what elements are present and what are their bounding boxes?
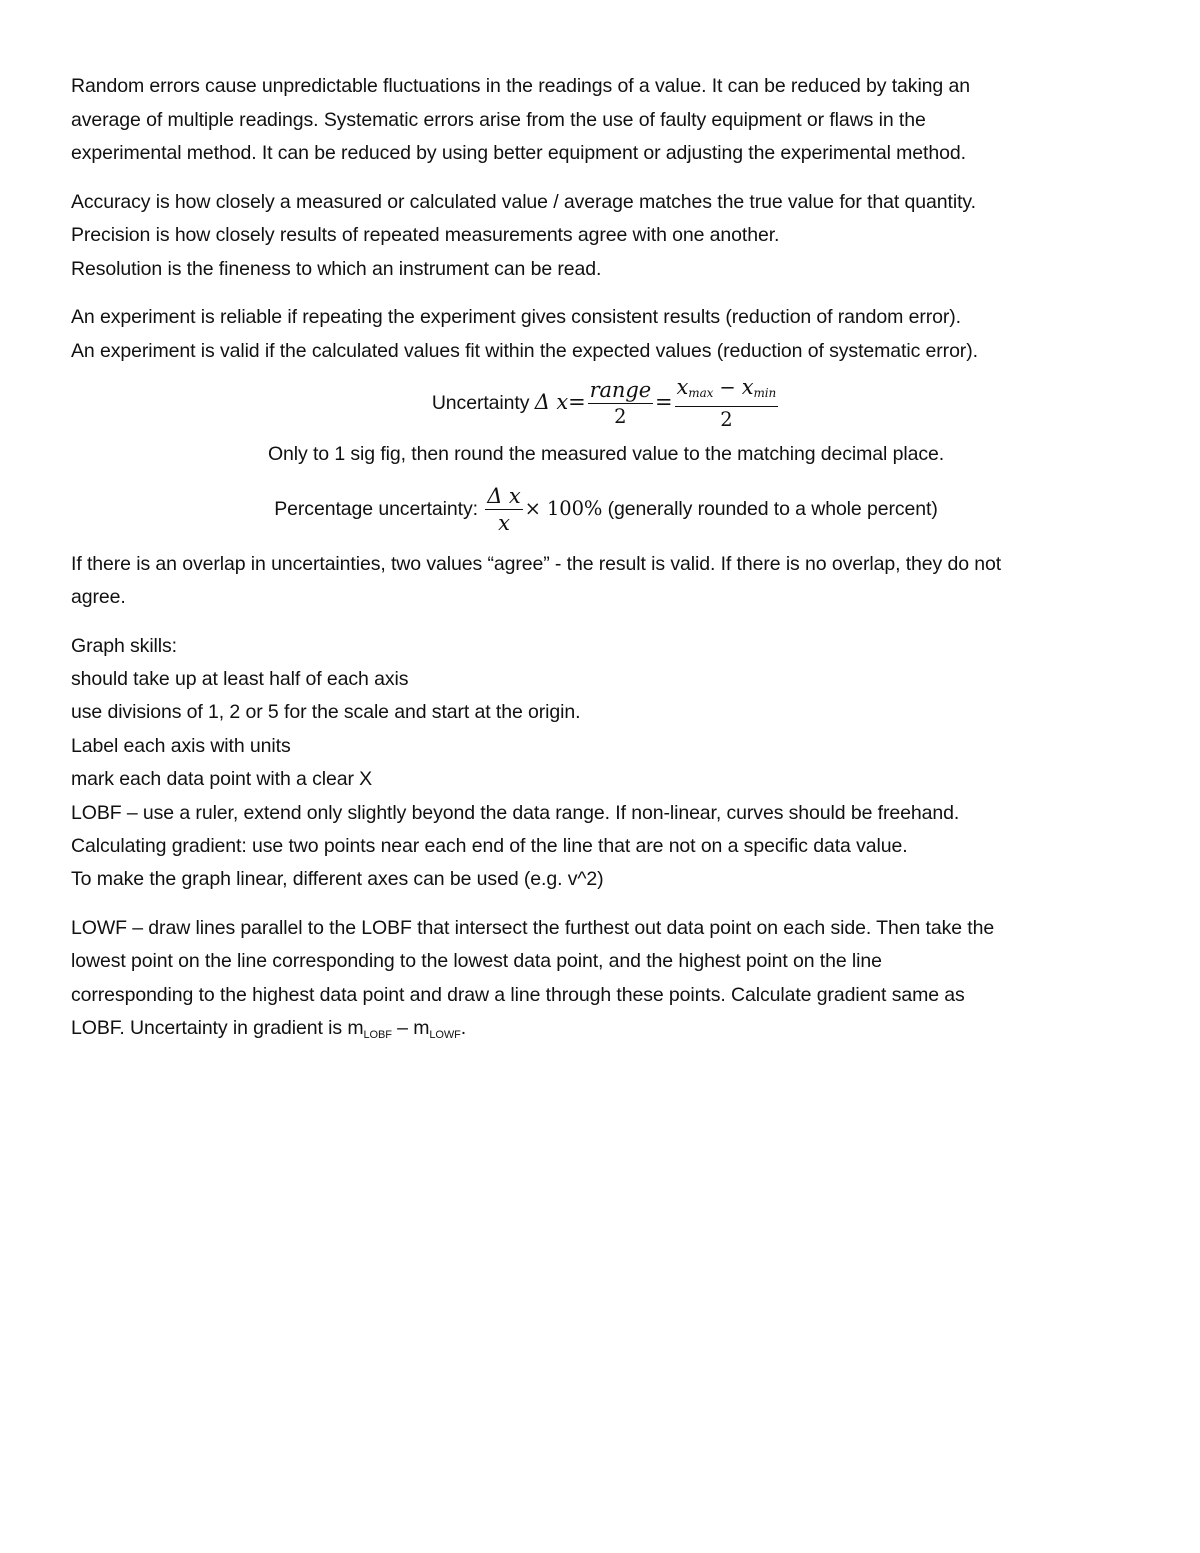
accuracy-definition: Accuracy is how closely a measured or calculated value / average matches the true value for that quantity.: [71, 190, 976, 213]
gradient-uncertainty-line: [71, 1012, 1141, 1053]
lowf-paragraph: [71, 912, 1141, 1053]
text-line: agree.: [71, 586, 126, 608]
text-line: LOWF – draw lines parallel to the LOBF that intersect the furthest out data point on each side. Then take the: [71, 916, 995, 939]
lowf-subscript: LOWF: [429, 1029, 461, 1042]
percentage-label: Percentage uncertainty:: [274, 497, 484, 520]
graph-skills-section: [71, 630, 1141, 897]
range-denominator: 2: [614, 405, 627, 429]
minus-sign: −: [713, 376, 742, 400]
list-item: LOBF – use a ruler, extend only slightly beyond the data range. If non-linear, curves should be freehand.: [71, 801, 960, 824]
graph-skills-heading: Graph skills:: [71, 634, 177, 657]
times-hundred-percent: × 100%: [524, 496, 603, 520]
list-item: Label each axis with units: [71, 734, 291, 757]
document-page: [71, 70, 1141, 1068]
list-item: To make the graph linear, different axes can be used (e.g. v^2): [71, 868, 604, 891]
errors-paragraph: [71, 70, 1141, 171]
valid-definition: An experiment is valid if the calculated values fit within the expected values (reduction of systematic error).: [71, 339, 978, 362]
reliability-paragraph: [71, 301, 1141, 368]
xmax-subscript: max: [688, 386, 714, 401]
xmin-symbol: x: [741, 375, 754, 400]
percentage-numerator: Δ x: [487, 483, 521, 508]
gradient-dash: – m: [391, 1017, 430, 1040]
range-numerator: range: [589, 378, 652, 403]
minmax-numerator: [675, 374, 779, 407]
percentage-fraction: [485, 483, 522, 536]
minmax-denominator: 2: [720, 408, 733, 432]
gradient-text: LOBF. Uncertainty in gradient is m: [71, 1017, 364, 1040]
percentage-denominator: x: [498, 510, 510, 535]
minmax-fraction: [675, 374, 779, 433]
equals-sign: =: [568, 390, 586, 414]
lobf-subscript: LOBF: [363, 1029, 392, 1042]
percentage-note: (generally rounded to a whole percent): [602, 497, 938, 520]
percentage-uncertainty-formula: [71, 480, 1141, 538]
xmax-symbol: x: [676, 375, 689, 400]
period: .: [460, 1017, 467, 1040]
xmin-subscript: min: [753, 386, 777, 401]
reliable-definition: An experiment is reliable if repeating the experiment gives consistent results (reduction of random error).: [71, 306, 961, 328]
text-line: Random errors cause unpredictable fluctuations in the readings of a value. It can be reduced by taking an: [71, 75, 970, 97]
text-line: corresponding to the highest data point and draw a line through these points. Calculate gradient same as: [71, 983, 965, 1006]
uncertainty-label: Uncertainty: [431, 392, 530, 414]
text-line: experimental method. It can be reduced by using better equipment or adjusting the experimental method.: [71, 142, 966, 164]
text-line: lowest point on the line corresponding to the lowest data point, and the highest point on the line: [71, 950, 882, 973]
list-item: Calculating gradient: use two points near each end of the line that are not on a specific data value.: [71, 834, 908, 857]
overlap-paragraph: [71, 548, 1141, 615]
precision-definition: Precision is how closely results of repeated measurements agree with one another.: [71, 224, 780, 246]
list-item: mark each data point with a clear X: [71, 768, 373, 791]
resolution-definition: Resolution is the fineness to which an instrument can be read.: [71, 257, 602, 280]
text-line: average of multiple readings. Systematic errors arise from the use of faulty equipment or flaws in the: [71, 108, 926, 131]
range-fraction: [588, 377, 653, 430]
delta-x-symbol: Δ x: [534, 390, 569, 414]
definitions-paragraph: [71, 186, 1141, 287]
sig-fig-note: Only to 1 sig fig, then round the measured value to the matching decimal place.: [267, 443, 945, 465]
uncertainty-formula: [71, 374, 1141, 430]
text-line: If there is an overlap in uncertainties, two values “agree” - the result is valid. If there is no overlap, they do not: [71, 552, 1002, 575]
equals-sign: =: [655, 390, 673, 414]
list-item: use divisions of 1, 2 or 5 for the scale and start at the origin.: [71, 701, 581, 724]
list-item: should take up at least half of each axis: [71, 667, 409, 690]
